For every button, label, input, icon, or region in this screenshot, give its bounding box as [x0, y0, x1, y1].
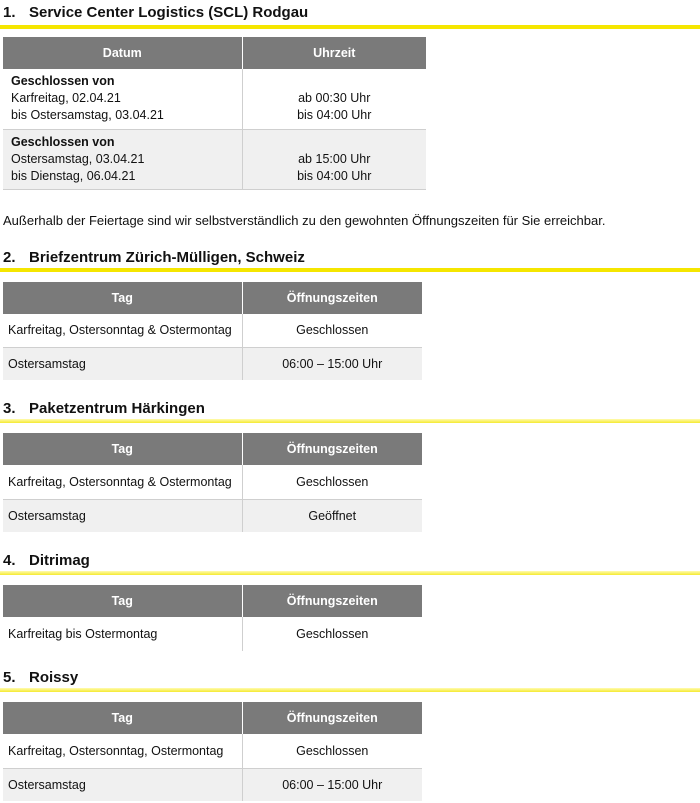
- time-from: ab 15:00 Uhr: [298, 151, 371, 166]
- day-cell: Karfreitag bis Ostermontag: [3, 617, 242, 651]
- column-header-tag: Tag: [3, 585, 242, 617]
- column-header-oeffnungszeiten: Öffnungszeiten: [242, 702, 422, 734]
- column-header-tag: Tag: [3, 282, 242, 314]
- section-heading-haerkingen: [3, 400, 205, 417]
- section-number: 5.: [3, 669, 16, 686]
- section-title: Service Center Logistics (SCL) Rodgau: [29, 4, 309, 21]
- table-ditrimag: [3, 585, 422, 651]
- date-from: Karfreitag, 02.04.21: [11, 91, 121, 106]
- heading-underline: [0, 419, 700, 423]
- section-title: Paketzentrum Härkingen: [29, 400, 205, 417]
- column-header-oeffnungszeiten: Öffnungszeiten: [242, 282, 422, 314]
- section-heading-roissy: [3, 669, 78, 686]
- table-roissy: [3, 702, 422, 801]
- intro-text: Außerhalb der Feiertage sind wir selbstverständlich zu den gewohnten Öffnungszeiten für Sie erreichbar.: [3, 213, 606, 228]
- day-cell: Ostersamstag: [3, 768, 242, 801]
- section-number: 3.: [3, 400, 16, 417]
- heading-underline: [0, 25, 700, 29]
- hours-cell: Geöffnet: [242, 499, 422, 532]
- date-from: Ostersamstag, 03.04.21: [11, 151, 145, 166]
- table-row: [3, 314, 422, 347]
- hours-cell: Geschlossen: [242, 617, 422, 651]
- closed-label: Geschlossen von: [11, 134, 115, 149]
- time-cell: [242, 129, 426, 189]
- table-row: [3, 617, 422, 651]
- heading-underline: [0, 688, 700, 692]
- closed-label: Geschlossen von: [11, 74, 115, 89]
- section-heading-ditrimag: [3, 552, 90, 569]
- column-header-oeffnungszeiten: Öffnungszeiten: [242, 433, 422, 465]
- hours-cell: 06:00 – 15:00 Uhr: [242, 347, 422, 380]
- hours-cell: Geschlossen: [242, 465, 422, 499]
- heading-underline: [0, 571, 700, 575]
- column-header-oeffnungszeiten: Öffnungszeiten: [242, 585, 422, 617]
- time-from: ab 00:30 Uhr: [298, 91, 371, 106]
- section-title: Briefzentrum Zürich-Mülligen, Schweiz: [29, 249, 305, 266]
- hours-cell: Geschlossen: [242, 314, 422, 347]
- day-cell: Karfreitag, Ostersonntag, Ostermontag: [3, 734, 242, 768]
- table-row: [3, 768, 422, 801]
- day-cell: Karfreitag, Ostersonntag & Ostermontag: [3, 314, 242, 347]
- hours-cell: 06:00 – 15:00 Uhr: [242, 768, 422, 801]
- table-row: [3, 465, 422, 499]
- table-zuerich-muelligen: [3, 282, 422, 380]
- table-scl-rodgau: [3, 37, 426, 190]
- heading-underline: [0, 268, 700, 272]
- table-haerkingen: [3, 433, 422, 532]
- date-to: bis Dienstag, 06.04.21: [11, 168, 136, 183]
- table-row: [3, 129, 426, 189]
- section-heading-scl-rodgau: [3, 4, 308, 21]
- day-cell: Karfreitag, Ostersonntag & Ostermontag: [3, 465, 242, 499]
- table-row: [3, 347, 422, 380]
- column-header-tag: Tag: [3, 433, 242, 465]
- section-title: Roissy: [29, 669, 79, 686]
- day-cell: Ostersamstag: [3, 499, 242, 532]
- column-header-tag: Tag: [3, 702, 242, 734]
- section-number: 2.: [3, 249, 16, 266]
- column-header-uhrzeit: Uhrzeit: [242, 37, 426, 69]
- date-cell: [3, 129, 242, 189]
- time-to: bis 04:00 Uhr: [297, 168, 372, 183]
- time-to: bis 04:00 Uhr: [297, 108, 372, 123]
- date-cell: [3, 69, 242, 129]
- day-cell: Ostersamstag: [3, 347, 242, 380]
- section-number: 1.: [3, 4, 16, 21]
- section-heading-zuerich-muelligen: [3, 249, 305, 266]
- table-row: [3, 499, 422, 532]
- date-to: bis Ostersamstag, 03.04.21: [11, 108, 164, 123]
- time-cell: [242, 69, 426, 129]
- column-header-datum: Datum: [3, 37, 242, 69]
- section-title: Ditrimag: [29, 552, 90, 569]
- hours-cell: Geschlossen: [242, 734, 422, 768]
- section-number: 4.: [3, 552, 16, 569]
- table-row: [3, 69, 426, 129]
- table-row: [3, 734, 422, 768]
